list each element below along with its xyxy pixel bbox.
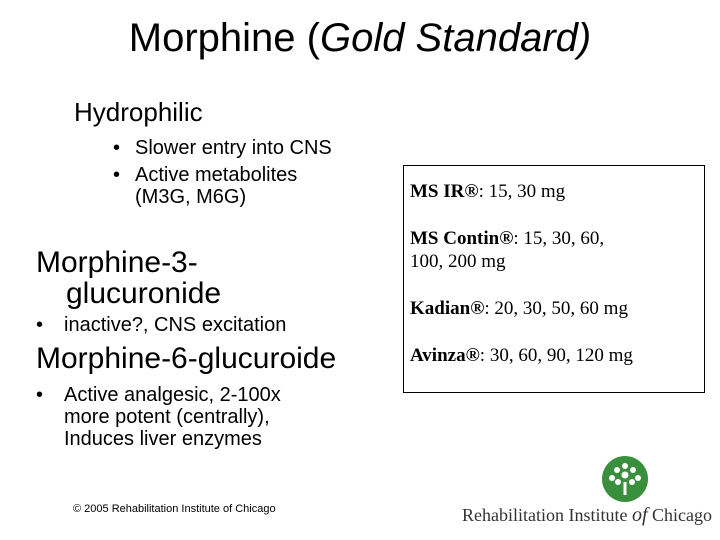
title-main: Morphine ( <box>128 16 320 60</box>
m3g-bullet: • inactive?, CNS excitation <box>36 314 287 336</box>
formulation-kadian: Kadian®: 20, 30, 50, 60 mg <box>410 298 628 319</box>
copyright-notice: © 2005 Rehabilitation Institute of Chicago <box>73 503 276 515</box>
hydrophilic-heading: Hydrophilic <box>74 97 203 127</box>
formulation-ms-contin: MS Contin®: 15, 30, 60, 100, 200 mg <box>410 228 605 272</box>
ric-logo-text: Rehabilitation Institute of Chicago <box>462 504 713 526</box>
m6g-heading: Morphine-6-glucuroide <box>36 342 337 375</box>
slide-title <box>0 14 720 62</box>
title-italic: Gold Standard) <box>319 16 592 60</box>
hydrophilic-bullet-1: • Slower entry into CNS <box>113 137 332 159</box>
m6g-bullet: • Active analgesic, 2-100x more potent (centrally), Induces liver enzymes <box>36 384 281 450</box>
hydrophilic-bullet-2: • Active metabolites (M3G, M6G) <box>113 164 298 208</box>
m3g-heading: Morphine-3- glucuronide <box>36 246 222 310</box>
ric-tree-logo-icon <box>598 455 652 503</box>
formulations-box <box>403 165 705 393</box>
formulation-ms-ir: MS IR®: 15, 30 mg <box>410 181 566 202</box>
formulation-avinza: Avinza®: 30, 60, 90, 120 mg <box>410 345 633 366</box>
